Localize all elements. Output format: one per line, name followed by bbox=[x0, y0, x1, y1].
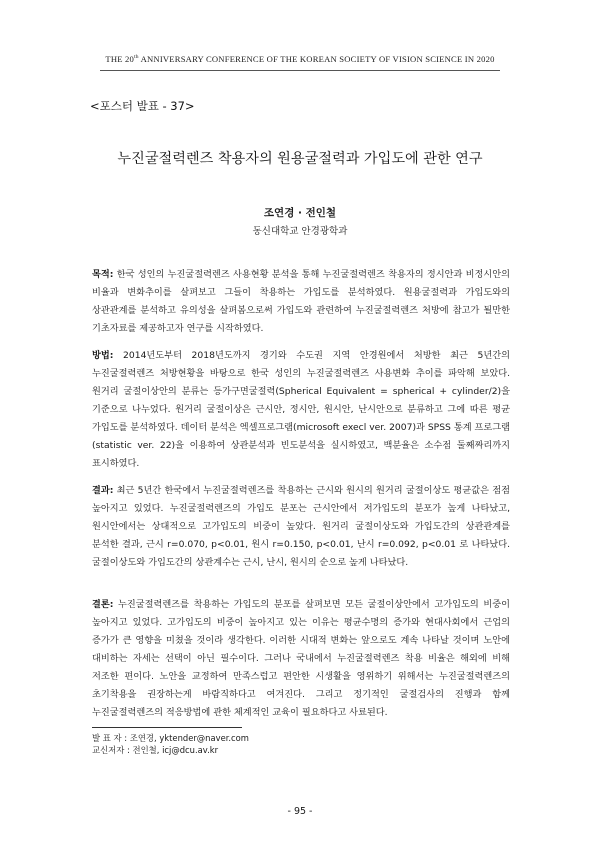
header-divider bbox=[100, 70, 500, 71]
footnote-presenter: 발 표 자 : 조연경, yktender@naver.com bbox=[92, 733, 249, 743]
purpose-text: 한국 성인의 누진굴절력렌즈 사용현황 분석을 통해 누진굴절력렌즈 착용자의 정시안과 비정시안의 비율과 변화추이를 살펴보고 그들이 착용하는 가입도를 분석하였다. 원용굴절력과 가입도와의 상관관계를 분석하고 유의성을 살펴봄으로써 가입도와 관련하여 누진굴절력렌즈 처방에 참고가 될만한 기초자료를 제공하고자 연구를 시작하였다. bbox=[92, 269, 510, 334]
header-text-before: THE 20 bbox=[105, 54, 135, 64]
conference-header bbox=[0, 54, 600, 64]
method-text: 2014년도부터 2018년도까지 경기와 수도권 지역 안경원에서 처방한 최근 5년간의 누진굴절력렌즈 처방현황을 바탕으로 한국 성인의 누진굴절력렌즈 사용변화 추이를 파악해 보았다. 원거리 굴절이상안의 분류는 등가구면굴절력(Spherical Equivalent = spherical + cylinder/2)을 기준으로 나누었다. 원거리 굴절이상은 근시안, 정시안, 원시안, 난시안으로 분류하고 그에 따른 평균 가입도를 분석하였다. 데이터 분석은 엑셀프로그램(microsoft execl ver. 2007)과 SPSS 통계 프로그램(statistic ver. 22)을 이용하여 상관분석과 빈도분석을 실시하였고, 백분율은 소수점 둘째짜리까지 표시하였다. bbox=[92, 350, 510, 469]
purpose-section bbox=[92, 266, 510, 338]
affiliation: 동신대학교 안경광학과 bbox=[252, 226, 348, 237]
result-label: 결과: bbox=[92, 485, 114, 496]
header-superscript: th bbox=[134, 54, 139, 61]
session-label: <포스터 발표 - 37> bbox=[90, 99, 195, 113]
result-section bbox=[92, 482, 510, 572]
method-section bbox=[92, 347, 510, 473]
purpose-label: 목적: bbox=[92, 269, 114, 280]
page-number: - 95 - bbox=[287, 806, 313, 817]
conclusion-text: 누진굴절력렌즈를 착용하는 가입도의 분포를 살펴보면 모든 굴절이상안에서 고가입도의 비중이 높아지고 있었다. 고가입도의 비중이 높아지고 있는 이유는 평균수명의 증가와 현대사회에서 근업의 증가가 큰 영향을 미쳤을 것이라 생각한다. 이러한 시대적 변화는 앞으로도 계속 나타날 것이며 노안에 대비하는 자세는 선택이 아닌 필수이다. 그러나 국내에서 누진굴절력렌즈 착용 비율은 해외에 비해 저조한 편이다. 노안을 교정하여 만족스럽고 편안한 시생활을 영위하기 위해서는 누진굴절력렌즈의 초기착용을 권장하는게 바람직하다고 여겨진다. 그리고 정기적인 굴절검사의 진행과 함께 누진굴절력렌즈의 적응방법에 관한 체계적인 교육이 필요하다고 사료된다. bbox=[92, 599, 510, 718]
conclusion-section bbox=[92, 596, 510, 722]
conclusion-label: 결론: bbox=[92, 599, 114, 610]
footnote-divider bbox=[92, 727, 242, 728]
authors: 조연경 · 전인철 bbox=[263, 207, 337, 219]
footnote-corresponding: 교신저자 : 전인철, icj@dcu.av.kr bbox=[92, 745, 219, 755]
header-text-after: ANNIVERSARY CONFERENCE OF THE KOREAN SOCIETY OF VISION SCIENCE IN 2020 bbox=[138, 54, 495, 64]
method-label: 방법: bbox=[92, 350, 114, 361]
result-text: 최근 5년간 한국에서 누진굴절력렌즈를 착용하는 근시와 원시의 원거리 굴절이상도 평균값은 점점 높아지고 있었다. 누진굴절력렌즈의 가입도 분포는 근시안에서 저가입도의 분포가 높게 나타났고, 원시안에서는 상대적으로 고가입도의 비중이 높았다. 원거리 굴절이상도와 가입도간의 상관관계를 분석한 결과, 근시 r=0.070, p<0.01, 원시 r=0.150, p<0.01, 난시 r=0.092, p<0.01 로 나타났다. 굴절이상도와 가입도간의 상관계수는 근시, 난시, 원시의 순으로 높게 나타났다. bbox=[92, 485, 510, 568]
paper-title: 누진굴절력렌즈 착용자의 원용굴절력과 가입도에 관한 연구 bbox=[117, 151, 483, 167]
